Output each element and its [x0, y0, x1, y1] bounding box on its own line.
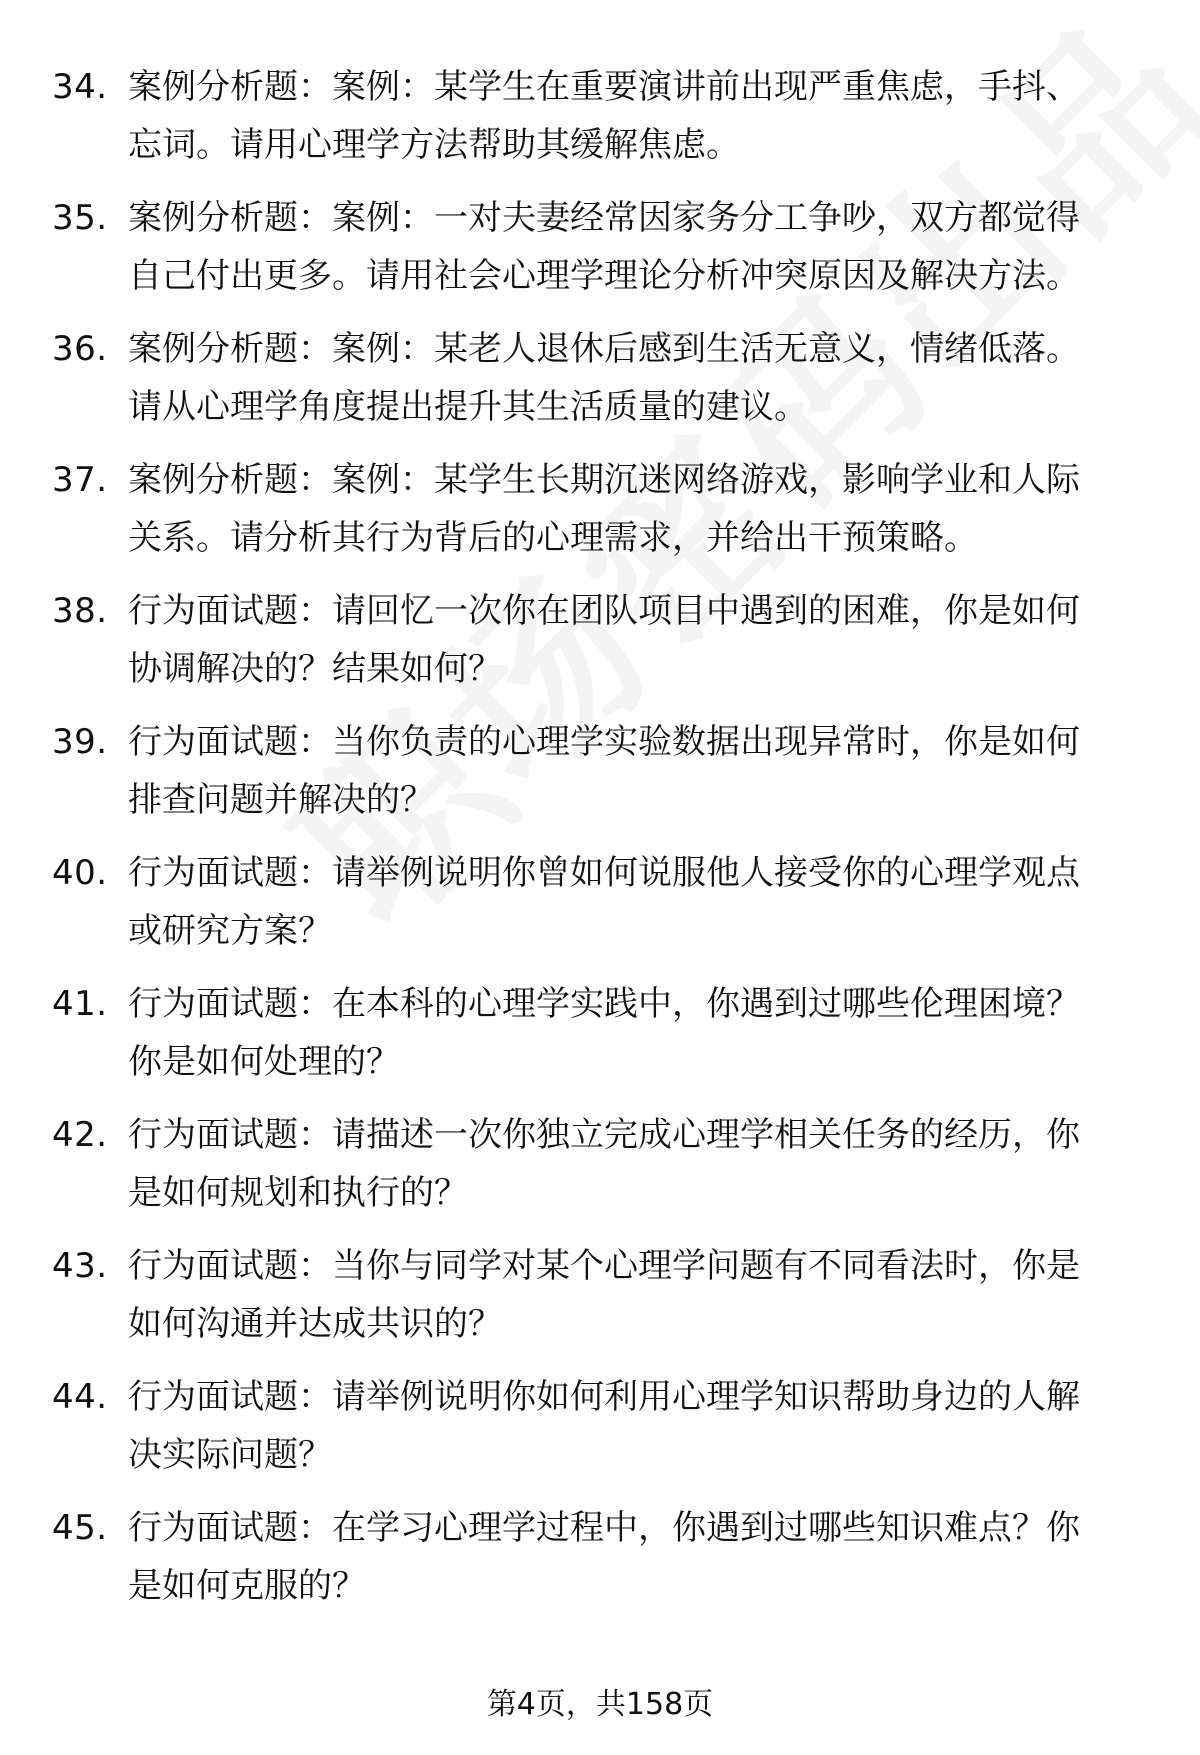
question-text	[128, 1499, 1138, 1615]
question-number: 34.	[52, 67, 108, 107]
question-line: 案例分析题：案例：某学生长期沉迷网络游戏，影响学业和人际	[128, 460, 1080, 500]
question-item	[0, 1368, 1200, 1499]
question-line: 行为面试题：在学习心理学过程中，你遇到过哪些知识难点？你	[128, 1508, 1080, 1548]
question-line: 决实际问题？	[128, 1435, 332, 1475]
question-line: 你是如何处理的？	[128, 1042, 400, 1082]
question-item	[0, 320, 1200, 451]
question-text	[128, 1237, 1138, 1353]
question-item	[0, 844, 1200, 975]
question-number: 43.	[52, 1246, 108, 1286]
question-line: 如何沟通并达成共识的？	[128, 1304, 502, 1344]
question-line: 协调解决的？结果如何？	[128, 649, 502, 689]
question-number: 35.	[52, 198, 108, 238]
question-text	[128, 1368, 1138, 1484]
question-text	[128, 844, 1138, 960]
question-line: 或研究方案？	[128, 911, 332, 951]
question-number: 41.	[52, 984, 108, 1024]
question-number: 39.	[52, 722, 108, 762]
question-item	[0, 1499, 1200, 1630]
question-number: 45.	[52, 1508, 108, 1548]
question-line: 是如何规划和执行的？	[128, 1173, 468, 1213]
question-line: 行为面试题：当你与同学对某个心理学问题有不同看法时，你是	[128, 1246, 1080, 1286]
question-line: 关系。请分析其行为背后的心理需求，并给出干预策略。	[128, 518, 978, 558]
question-item	[0, 1106, 1200, 1237]
question-text	[128, 58, 1138, 174]
question-line: 案例分析题：案例：某学生在重要演讲前出现严重焦虑，手抖、	[128, 67, 1080, 107]
page-footer: 第4页，共158页	[486, 1687, 714, 1722]
question-text	[128, 1106, 1138, 1222]
question-line: 排查问题并解决的？	[128, 780, 434, 820]
question-item	[0, 713, 1200, 844]
question-line: 请从心理学角度提出提升其生活质量的建议。	[128, 387, 808, 427]
question-text	[128, 451, 1138, 567]
question-item	[0, 975, 1200, 1106]
question-line: 是如何克服的？	[128, 1566, 366, 1606]
question-item	[0, 189, 1200, 320]
question-item	[0, 451, 1200, 582]
question-number: 36.	[52, 329, 108, 369]
question-number: 38.	[52, 591, 108, 631]
question-line: 行为面试题：当你负责的心理学实验数据出现异常时，你是如何	[128, 722, 1080, 762]
question-text	[128, 189, 1138, 305]
question-item	[0, 582, 1200, 713]
question-item	[0, 58, 1200, 189]
question-line: 自己付出更多。请用社会心理学理论分析冲突原因及解决方法。	[128, 256, 1080, 296]
question-line: 行为面试题：请举例说明你如何利用心理学知识帮助身边的人解	[128, 1377, 1080, 1417]
question-line: 案例分析题：案例：某老人退休后感到生活无意义，情绪低落。	[128, 329, 1080, 369]
question-number: 44.	[52, 1377, 108, 1417]
question-text	[128, 582, 1138, 698]
question-number: 37.	[52, 460, 108, 500]
question-line: 行为面试题：在本科的心理学实践中，你遇到过哪些伦理困境？	[128, 984, 1080, 1024]
question-line: 忘词。请用心理学方法帮助其缓解焦虑。	[128, 125, 740, 165]
question-line: 案例分析题：案例：一对夫妻经常因家务分工争吵，双方都觉得	[128, 198, 1080, 238]
question-number: 40.	[52, 853, 108, 893]
question-text	[128, 975, 1138, 1091]
question-line: 行为面试题：请回忆一次你在团队项目中遇到的困难，你是如何	[128, 591, 1080, 631]
question-line: 行为面试题：请举例说明你曾如何说服他人接受你的心理学观点	[128, 853, 1080, 893]
question-number: 42.	[52, 1115, 108, 1155]
question-line: 行为面试题：请描述一次你独立完成心理学相关任务的经历，你	[128, 1115, 1080, 1155]
question-text	[128, 713, 1138, 829]
question-text	[128, 320, 1138, 436]
question-list	[0, 58, 1200, 1630]
question-item	[0, 1237, 1200, 1368]
